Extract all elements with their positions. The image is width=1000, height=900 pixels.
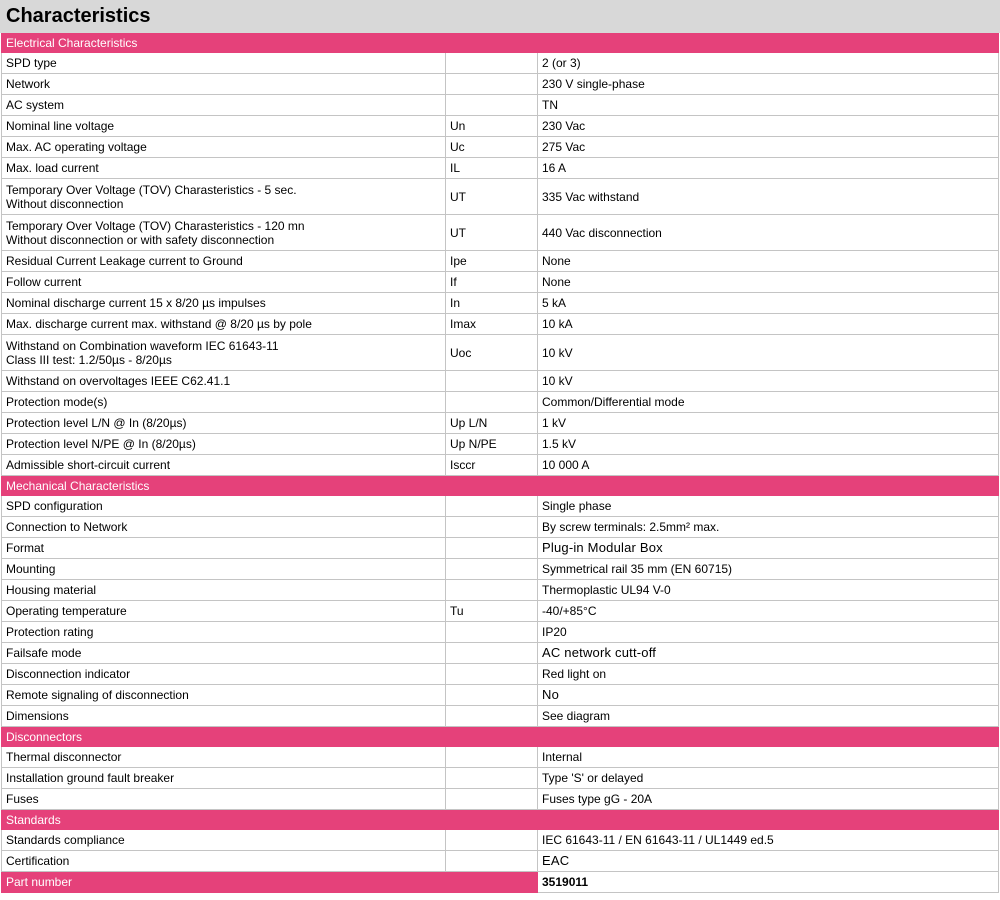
row-symbol <box>446 643 538 664</box>
row-value: 230 Vac <box>538 116 999 137</box>
row-value: EAC <box>538 851 999 872</box>
row-value: 275 Vac <box>538 137 999 158</box>
row-label: Disconnection indicator <box>1 664 446 685</box>
row-label-line1: Temporary Over Voltage (TOV) Charasteristics - 120 mn <box>6 218 305 233</box>
table-row <box>1 74 999 95</box>
table-row <box>1 851 999 872</box>
row-symbol: Uoc <box>446 335 538 371</box>
row-label: Thermal disconnector <box>1 747 446 768</box>
row-symbol <box>446 685 538 706</box>
row-value: Plug-in Modular Box <box>538 538 999 559</box>
table-row <box>1 789 999 810</box>
table-row <box>1 622 999 643</box>
row-label: SPD type <box>1 53 446 74</box>
row-label: Fuses <box>1 789 446 810</box>
row-value: None <box>538 272 999 293</box>
table-row <box>1 371 999 392</box>
row-label: Dimensions <box>1 706 446 727</box>
row-symbol: Imax <box>446 314 538 335</box>
row-value: 10 kV <box>538 335 999 371</box>
section-header <box>1 810 999 830</box>
table-row <box>1 830 999 851</box>
row-label: Max. discharge current max. withstand @ 8/20 µs by pole <box>1 314 446 335</box>
row-value: 10 kA <box>538 314 999 335</box>
row-value: Common/Differential mode <box>538 392 999 413</box>
part-number-row <box>1 872 999 893</box>
row-value: IP20 <box>538 622 999 643</box>
table-row <box>1 601 999 622</box>
row-value: 1.5 kV <box>538 434 999 455</box>
section-header <box>1 33 999 53</box>
row-symbol <box>446 371 538 392</box>
row-label: Max. AC operating voltage <box>1 137 446 158</box>
row-value: 335 Vac withstand <box>538 179 999 215</box>
row-label: Network <box>1 74 446 95</box>
table-row <box>1 747 999 768</box>
row-symbol <box>446 622 538 643</box>
table-row <box>1 496 999 517</box>
row-symbol: In <box>446 293 538 314</box>
row-label: Standards compliance <box>1 830 446 851</box>
table-row <box>1 95 999 116</box>
section-title: Disconnectors <box>1 727 999 747</box>
row-value: Single phase <box>538 496 999 517</box>
row-symbol <box>446 74 538 95</box>
table-row <box>1 706 999 727</box>
row-label-line2: Class III test: 1.2/50µs - 8/20µs <box>6 352 172 367</box>
table-row <box>1 517 999 538</box>
row-symbol <box>446 53 538 74</box>
row-value: Symmetrical rail 35 mm (EN 60715) <box>538 559 999 580</box>
row-value: Thermoplastic UL94 V-0 <box>538 580 999 601</box>
row-label: Residual Current Leakage current to Ground <box>1 251 446 272</box>
table-row <box>1 580 999 601</box>
row-value: 230 V single-phase <box>538 74 999 95</box>
row-label <box>1 179 446 215</box>
table-row <box>1 251 999 272</box>
row-label: Follow current <box>1 272 446 293</box>
row-label: Protection level N/PE @ In (8/20µs) <box>1 434 446 455</box>
table-row <box>1 179 999 215</box>
row-symbol <box>446 496 538 517</box>
row-value: AC network cutt-off <box>538 643 999 664</box>
table-row <box>1 392 999 413</box>
part-number-label: Part number <box>1 872 538 893</box>
row-label: Installation ground fault breaker <box>1 768 446 789</box>
section-header <box>1 727 999 747</box>
row-symbol: UT <box>446 179 538 215</box>
row-value: By screw terminals: 2.5mm² max. <box>538 517 999 538</box>
row-label: Mounting <box>1 559 446 580</box>
section-title: Electrical Characteristics <box>1 33 999 53</box>
row-value: 440 Vac disconnection <box>538 215 999 251</box>
row-symbol <box>446 706 538 727</box>
row-value: No <box>538 685 999 706</box>
table-row <box>1 137 999 158</box>
row-label <box>1 215 446 251</box>
row-symbol <box>446 664 538 685</box>
row-symbol <box>446 538 538 559</box>
row-label <box>1 335 446 371</box>
row-value: TN <box>538 95 999 116</box>
table-row <box>1 53 999 74</box>
row-symbol <box>446 747 538 768</box>
table-row <box>1 314 999 335</box>
row-label: Withstand on overvoltages IEEE C62.41.1 <box>1 371 446 392</box>
table-row <box>1 643 999 664</box>
row-value: Fuses type gG - 20A <box>538 789 999 810</box>
row-label-line2: Without disconnection or with safety disconnection <box>6 232 275 247</box>
row-value: IEC 61643-11 / EN 61643-11 / UL1449 ed.5 <box>538 830 999 851</box>
table-row <box>1 664 999 685</box>
table-row <box>1 272 999 293</box>
row-value: Type 'S' or delayed <box>538 768 999 789</box>
characteristics-table <box>1 33 999 893</box>
row-label: Housing material <box>1 580 446 601</box>
table-row <box>1 413 999 434</box>
row-label: Protection level L/N @ In (8/20µs) <box>1 413 446 434</box>
table-row <box>1 559 999 580</box>
row-symbol: Un <box>446 116 538 137</box>
row-value: 16 A <box>538 158 999 179</box>
row-label: Nominal discharge current 15 x 8/20 µs impulses <box>1 293 446 314</box>
section-title: Mechanical Characteristics <box>1 476 999 496</box>
row-value: 2 (or 3) <box>538 53 999 74</box>
row-value: See diagram <box>538 706 999 727</box>
row-label: Max. load current <box>1 158 446 179</box>
page-title: Characteristics <box>0 0 1000 33</box>
table-row <box>1 215 999 251</box>
row-label-line1: Withstand on Combination waveform IEC 61643-11 <box>6 338 279 353</box>
section-title: Standards <box>1 810 999 830</box>
row-symbol <box>446 830 538 851</box>
row-label: Remote signaling of disconnection <box>1 685 446 706</box>
row-label: Nominal line voltage <box>1 116 446 137</box>
part-number-value: 3519011 <box>538 872 999 893</box>
row-symbol <box>446 392 538 413</box>
table-row <box>1 335 999 371</box>
table-row <box>1 293 999 314</box>
row-value: 10 000 A <box>538 455 999 476</box>
row-symbol <box>446 768 538 789</box>
row-label: AC system <box>1 95 446 116</box>
row-value: 10 kV <box>538 371 999 392</box>
row-symbol: Up L/N <box>446 413 538 434</box>
row-label: Format <box>1 538 446 559</box>
row-label: Connection to Network <box>1 517 446 538</box>
row-value: 1 kV <box>538 413 999 434</box>
row-label: SPD configuration <box>1 496 446 517</box>
row-label: Protection rating <box>1 622 446 643</box>
table-row <box>1 455 999 476</box>
table-row <box>1 768 999 789</box>
row-label: Certification <box>1 851 446 872</box>
row-label: Admissible short-circuit current <box>1 455 446 476</box>
row-label-line1: Temporary Over Voltage (TOV) Charasteristics - 5 sec. <box>6 182 297 197</box>
row-label: Protection mode(s) <box>1 392 446 413</box>
table-row <box>1 434 999 455</box>
row-symbol <box>446 95 538 116</box>
row-symbol: Isccr <box>446 455 538 476</box>
row-symbol: Tu <box>446 601 538 622</box>
row-symbol <box>446 517 538 538</box>
row-symbol <box>446 789 538 810</box>
row-symbol: IL <box>446 158 538 179</box>
row-symbol: Uc <box>446 137 538 158</box>
row-symbol: UT <box>446 215 538 251</box>
row-value: -40/+85°C <box>538 601 999 622</box>
row-label: Failsafe mode <box>1 643 446 664</box>
row-label: Operating temperature <box>1 601 446 622</box>
row-value: Red light on <box>538 664 999 685</box>
row-value: Internal <box>538 747 999 768</box>
row-symbol <box>446 580 538 601</box>
table-row <box>1 685 999 706</box>
row-label-line2: Without disconnection <box>6 196 124 211</box>
row-symbol: Ipe <box>446 251 538 272</box>
row-symbol: If <box>446 272 538 293</box>
row-symbol <box>446 559 538 580</box>
row-value: None <box>538 251 999 272</box>
table-row <box>1 158 999 179</box>
row-symbol <box>446 851 538 872</box>
table-row <box>1 116 999 137</box>
row-symbol: Up N/PE <box>446 434 538 455</box>
section-header <box>1 476 999 496</box>
row-value: 5 kA <box>538 293 999 314</box>
table-row <box>1 538 999 559</box>
